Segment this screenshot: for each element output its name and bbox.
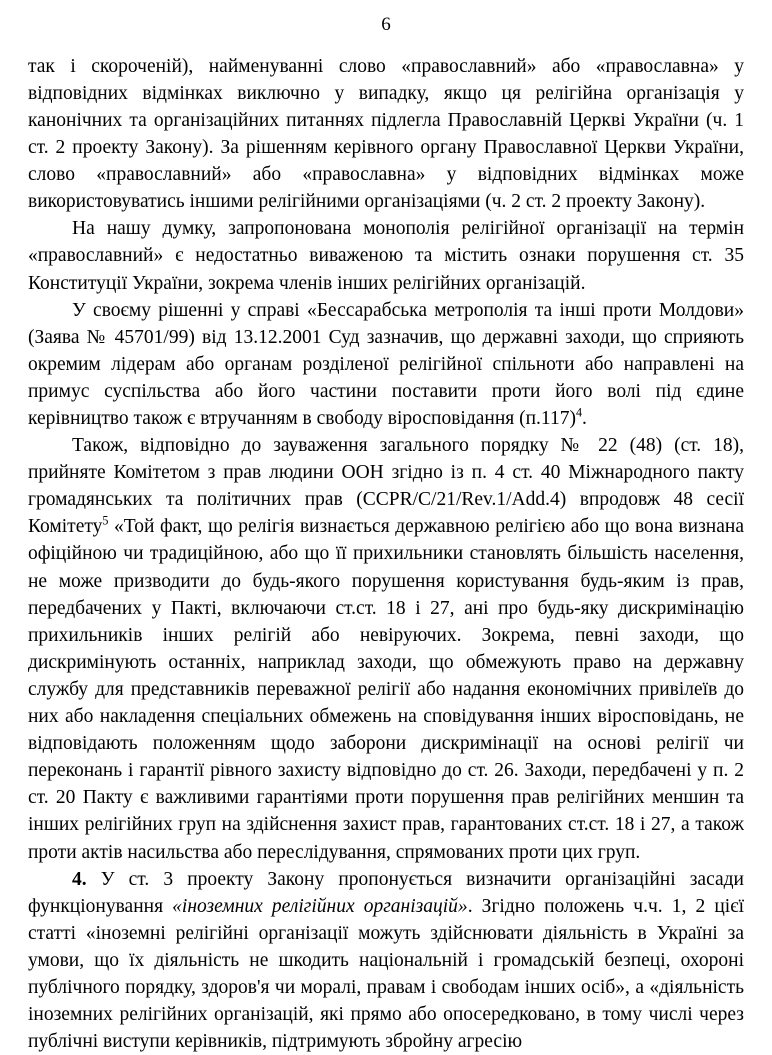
document-body [28, 53, 744, 1055]
footnote-reference: 4 [575, 405, 582, 420]
text-run: У ст. 3 проекту Закону пропонується визначити організаційні засади функціонування [28, 868, 744, 917]
text-run: так і скороченій), найменуванні слово «православний» або «православна» у відповідних відмінках виключно у випадку, якщо ця релігійна організація у канонічних та організаційних питаннях підлегла Православній Церкві України (ч. 1 ст. 2 проекту Закону). За рішенням керівного органу Православної Церкви України, слово «православний» або «православна» у відповідних відмінках може використовуватись іншими релігійними організаціями (ч. 2 ст. 2 проекту Закону). [28, 55, 744, 213]
footnote-reference: 5 [102, 513, 109, 528]
text-run: . [582, 408, 587, 430]
paragraph [28, 215, 744, 296]
text-run: . Згідно положень ч.ч. 1, 2 цієї статті «іноземні релігійні організації можуть здійснювати діяльність в Україні за умови, що їх діяльність не шкодить національній і громадській безпеці, охороні публічного порядку, здоров'я чи моралі, правам і свободам інших осіб», а «діяльність іноземних релігійних організацій, які прямо або опосередковано, в тому числі через публічні виступи керівників, підтримують збройну агресію [28, 895, 745, 1053]
text-run: На нашу думку, запропонована монополія релігійної організації на термін «православний» є недостатньо виваженою та містить ознаки порушення ст. 35 Конституції України, зокрема членів інших релігійних організацій. [28, 218, 744, 294]
paragraph [28, 53, 744, 216]
text-run: Також, відповідно до зауваження загального порядку № 22 (48) (ст. 18), прийняте Комітетом з прав людини ООН згідно із п. 4 ст. 40 Міжнародного пакту громадянських та політичних прав (CCPR/C/21/Rev.1/Add.4) впродовж 48 сесії Комітету [28, 435, 744, 538]
text-run: У своєму рішенні у справі «Бессарабська метрополія та інші проти Молдови» (Заява № 45701/99) від 13.12.2001 Суд зазначив, що державні заходи, що сприяють окремим лідерам або органам розділеної релігійної спільноти або направлені на примус суспільства або його частини поставити проти його волі під єдине керівництво також є втручанням в свободу віросповідання (п.117) [28, 299, 744, 430]
page-number: 6 [381, 14, 391, 35]
paragraph [28, 432, 744, 866]
text-run: «Той факт, що релігія визнається державною релігією або що вона визнана офіційною чи традиційною, або що її прихильники становлять більшість населення, не може призводити до будь-якого порушення користування будь-яким із прав, передбачених у Пакті, включаючи ст.ст. 18 і 27, ані про будь-яку дискримінацію прихильників інших релігій або невіруючих. Зокрема, певні заходи, що дискримінують останніх, наприклад заходи, що обмежують право на державну службу для представників переважної релігії або надання економічних привілеїв до них або накладення спеціальних обмежень на сповідування інших віросповідань, не відповідають положенням щодо заборони дискримінації на основі релігії чи переконань і гарантії рівного захисту відповідно до ст. 26. Заходи, передбачені у п. 2 ст. 20 Пакту є важливими гарантіями проти порушення прав релігійних меншин та інших релігійних груп на здійснення захист прав, гарантованих ст.ст. 18 і 27, а також проти актів насильства або переслідування, спрямованих проти цих груп. [28, 516, 744, 863]
emphasized-text: «іноземних релігійних організацій» [172, 895, 468, 917]
paragraph [28, 297, 744, 432]
section-number: 4. [72, 868, 87, 890]
paragraph [28, 866, 744, 1055]
